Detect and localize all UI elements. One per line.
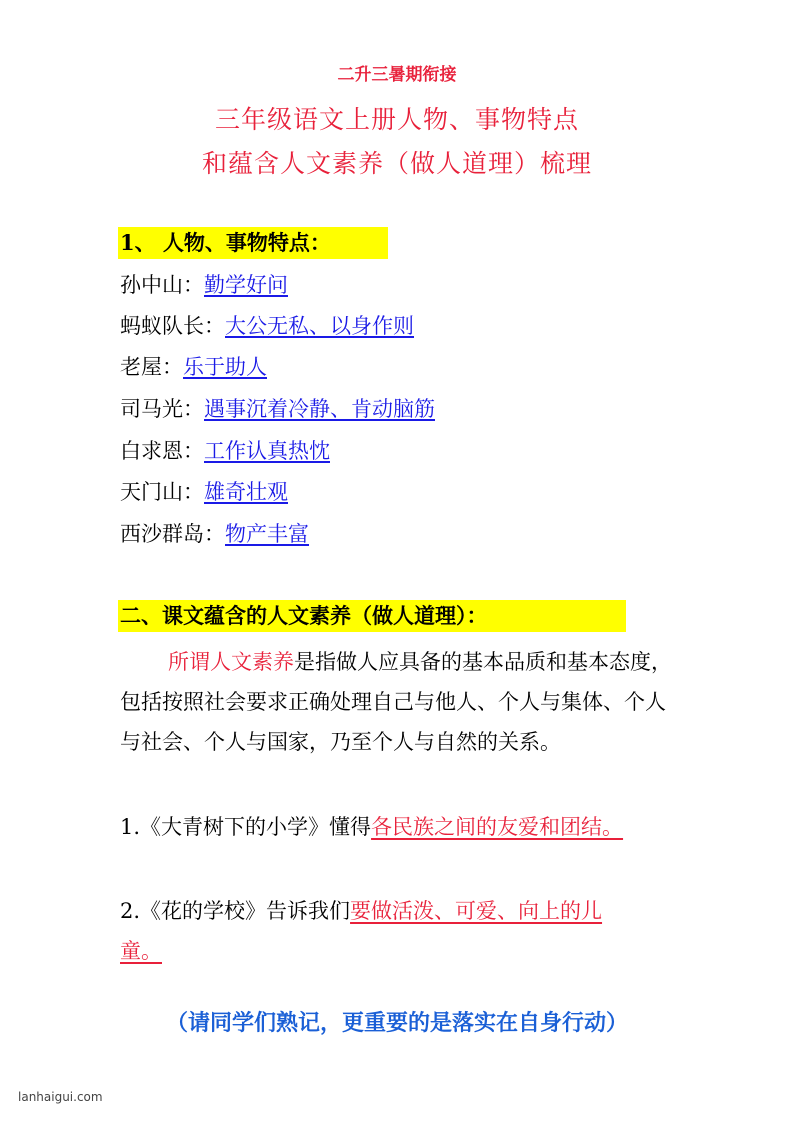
lesson-text: 各民族之间的友爱和团结。 <box>371 815 624 839</box>
trait-name: 蚂蚁队长： <box>120 314 225 338</box>
trait-row <box>120 436 330 466</box>
trait-value: 乐于助人 <box>183 355 267 379</box>
lesson-item-2 <box>120 890 602 932</box>
intro-text: 是指做人应具备的基本品质和基本态度，包括按照社会要求正确处理自己与他人、个人与集体、个人与社会、个人与国家，乃至个人与自然的关系。 <box>120 650 672 754</box>
trait-name: 白求恩： <box>120 439 204 463</box>
lesson-item-2-continuation <box>120 930 162 972</box>
lesson-item-1 <box>120 806 623 848</box>
main-title-line-1: 三年级语文上册人物、事物特点 <box>214 105 579 134</box>
intro-paragraph <box>120 642 680 762</box>
trait-value: 工作认真热忱 <box>204 439 330 463</box>
trait-value: 雄奇壮观 <box>204 480 288 504</box>
watermark: lanhaigui.com <box>18 1090 103 1104</box>
intro-term: 所谓人文素养 <box>168 650 294 674</box>
trait-value: 物产丰富 <box>225 522 309 546</box>
trait-row <box>120 477 288 507</box>
lesson-prefix: 1.《大青树下的小学》懂得 <box>120 815 372 839</box>
trait-row <box>120 270 288 300</box>
trait-value: 勤学好问 <box>204 273 288 297</box>
trait-row <box>120 519 309 549</box>
lesson-text: 童。 <box>120 939 162 963</box>
kicker-title: 二升三暑期衔接 <box>337 65 457 85</box>
section-1-heading: 1、 人物、事物特点： <box>118 227 388 259</box>
main-title-line-2: 和蕴含人文素养（做人道理）梳理 <box>201 149 592 178</box>
trait-name: 司马光： <box>120 397 204 421</box>
trait-row <box>120 352 267 382</box>
reminder-note: （请同学们熟记，更重要的是落实在自身行动） <box>165 1011 628 1036</box>
trait-name: 老屋： <box>120 355 183 379</box>
trait-row <box>120 394 435 424</box>
lesson-text: 要做活泼、可爱、向上的儿 <box>350 899 603 923</box>
trait-name: 西沙群岛： <box>120 522 225 546</box>
lesson-prefix: 2.《花的学校》告诉我们 <box>120 899 351 923</box>
trait-name: 孙中山： <box>120 273 204 297</box>
trait-name: 天门山： <box>120 480 204 504</box>
trait-value: 大公无私、以身作则 <box>225 314 414 338</box>
section-2-heading: 二、课文蕴含的人文素养（做人道理）： <box>118 600 626 632</box>
trait-row <box>120 311 414 341</box>
trait-value: 遇事沉着冷静、肯动脑筋 <box>204 397 435 421</box>
